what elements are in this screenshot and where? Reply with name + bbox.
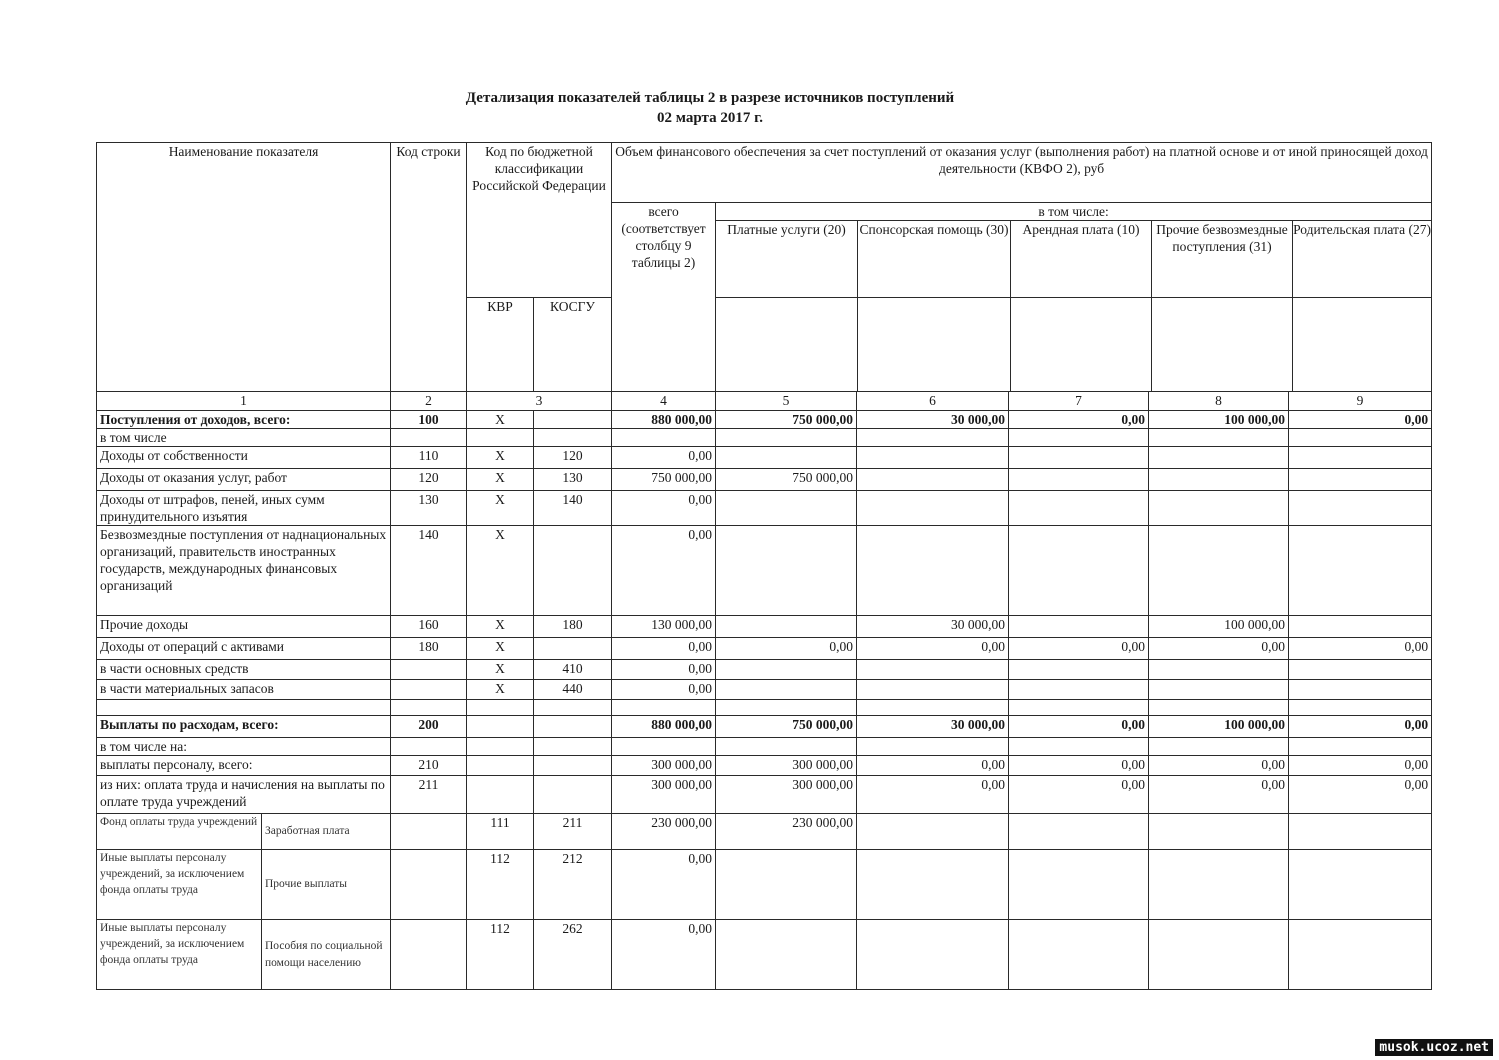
row-c8 (1149, 447, 1289, 469)
row-kvr (467, 716, 534, 738)
row-kvr: X (467, 526, 534, 616)
row-kosgu: 180 (534, 616, 612, 638)
document-date: 02 марта 2017 г. (657, 110, 763, 126)
row-c9 (1289, 660, 1432, 680)
table-row (97, 700, 1432, 716)
row-kvr: X (467, 447, 534, 469)
row-c5 (716, 920, 857, 990)
row-c9 (1289, 680, 1432, 700)
row-c8: 0,00 (1149, 756, 1289, 776)
row-c6: 30 000,00 (857, 411, 1009, 429)
row-c9 (1289, 700, 1432, 716)
row-c6: 0,00 (857, 756, 1009, 776)
row-subname: Заработная плата (262, 814, 391, 850)
row-c7 (1009, 700, 1149, 716)
header-parent: Родительская плата (27) (1293, 222, 1431, 237)
row-c5 (716, 429, 857, 447)
row-kosgu: 140 (534, 491, 612, 526)
colnum: 2 (391, 392, 467, 411)
row-c5: 750 000,00 (716, 716, 857, 738)
header-total: всего (соответствует столбцу 9 таблицы 2) (612, 203, 716, 392)
row-code: 200 (391, 716, 467, 738)
row-c8: 0,00 (1149, 638, 1289, 660)
header-name: Наименование показателя (97, 143, 391, 392)
row-c7 (1009, 920, 1149, 990)
row-c7 (1009, 680, 1149, 700)
row-kosgu: 130 (534, 469, 612, 491)
row-code (391, 700, 467, 716)
table-row (97, 738, 1432, 756)
row-c5: 230 000,00 (716, 814, 857, 850)
row-c6: 30 000,00 (857, 716, 1009, 738)
row-c8 (1149, 469, 1289, 491)
row-c9 (1289, 526, 1432, 616)
column-numbers-row (97, 392, 1432, 411)
row-c6: 0,00 (857, 638, 1009, 660)
header-volume: Объем финансового обеспечения за счет поступлений от оказания услуг (выполнения работ) на платной основе и от иной приносящей доход деятельности (КВФО 2), руб (612, 143, 1432, 203)
row-c7 (1009, 469, 1149, 491)
row-c5: 0,00 (716, 638, 857, 660)
row-kosgu (534, 411, 612, 429)
row-c5 (716, 491, 857, 526)
row-c7: 0,00 (1009, 716, 1149, 738)
row-c8: 100 000,00 (1149, 616, 1289, 638)
row-kvr: X (467, 469, 534, 491)
row-c9 (1289, 616, 1432, 638)
row-name: Иные выплаты персоналу учреждений, за исключением фонда оплаты труда (97, 920, 262, 990)
row-total: 130 000,00 (612, 616, 716, 638)
colnum: 4 (612, 392, 716, 411)
row-kvr (467, 738, 534, 756)
table-row (97, 920, 1432, 990)
row-kvr: X (467, 411, 534, 429)
colnum: 8 (1149, 392, 1289, 411)
row-c8 (1149, 738, 1289, 756)
row-c5 (716, 616, 857, 638)
colnum: 7 (1009, 392, 1149, 411)
row-kvr (467, 700, 534, 716)
table-row (97, 616, 1432, 638)
row-c7 (1009, 738, 1149, 756)
row-c9 (1289, 738, 1432, 756)
row-c6 (857, 920, 1009, 990)
row-total: 0,00 (612, 638, 716, 660)
table-row (97, 411, 1432, 429)
row-subname: Прочие выплаты (262, 850, 391, 920)
row-c8 (1149, 526, 1289, 616)
row-kosgu: 410 (534, 660, 612, 680)
row-name: Фонд оплаты труда учреждений (97, 814, 262, 850)
row-name: выплаты персоналу, всего: (97, 756, 391, 776)
row-c7: 0,00 (1009, 756, 1149, 776)
row-code (391, 850, 467, 920)
table-row (97, 469, 1432, 491)
row-c6: 0,00 (857, 776, 1009, 814)
row-kvr: X (467, 680, 534, 700)
row-name: Поступления от доходов, всего: (97, 411, 391, 429)
row-kosgu (534, 756, 612, 776)
header-incl: в том числе: (716, 203, 1431, 221)
row-c6 (857, 700, 1009, 716)
watermark: musok.ucoz.net (1375, 1039, 1493, 1056)
row-c6 (857, 680, 1009, 700)
table-row (97, 716, 1432, 738)
row-code: 100 (391, 411, 467, 429)
row-code: 140 (391, 526, 467, 616)
row-code (391, 660, 467, 680)
table-row (97, 429, 1432, 447)
table-row (97, 447, 1432, 469)
colnum: 1 (97, 392, 391, 411)
row-c6 (857, 738, 1009, 756)
row-kvr: X (467, 491, 534, 526)
row-kosgu: 262 (534, 920, 612, 990)
row-c9: 0,00 (1289, 638, 1432, 660)
document-title: Детализация показателей таблицы 2 в разрезе источников поступлений (465, 90, 955, 106)
row-kosgu: 211 (534, 814, 612, 850)
row-c8 (1149, 920, 1289, 990)
table-row (97, 776, 1432, 814)
row-code (391, 429, 467, 447)
row-c8 (1149, 700, 1289, 716)
row-c6 (857, 850, 1009, 920)
row-c5 (716, 700, 857, 716)
header-code: Код строки (391, 143, 467, 392)
row-total: 0,00 (612, 447, 716, 469)
colnum: 6 (857, 392, 1009, 411)
row-c6 (857, 526, 1009, 616)
row-kosgu (534, 526, 612, 616)
header-sponsor: Спонсорская помощь (30) (858, 221, 1011, 297)
row-kosgu (534, 638, 612, 660)
row-kosgu (534, 716, 612, 738)
row-c8: 100 000,00 (1149, 411, 1289, 429)
row-kosgu (534, 429, 612, 447)
row-c6 (857, 447, 1009, 469)
row-c9 (1289, 491, 1432, 526)
row-kosgu: 212 (534, 850, 612, 920)
row-kosgu (534, 738, 612, 756)
row-kvr (467, 776, 534, 814)
table-row (97, 638, 1432, 660)
row-kosgu: 120 (534, 447, 612, 469)
row-c5 (716, 526, 857, 616)
row-name: в том числе (97, 429, 391, 447)
row-c8: 0,00 (1149, 776, 1289, 814)
header-kvr: КВР (467, 298, 534, 392)
colnum: 3 (467, 392, 612, 411)
row-name: Иные выплаты персоналу учреждений, за исключением фонда оплаты труда (97, 850, 262, 920)
row-c7 (1009, 491, 1149, 526)
row-total: 0,00 (612, 526, 716, 616)
row-kvr: 111 (467, 814, 534, 850)
row-c8 (1149, 491, 1289, 526)
row-c9 (1289, 850, 1432, 920)
row-name: в том числе на: (97, 738, 391, 756)
row-c9 (1289, 447, 1432, 469)
row-total: 880 000,00 (612, 716, 716, 738)
row-c7 (1009, 429, 1149, 447)
table-row (97, 680, 1432, 700)
row-c8 (1149, 814, 1289, 850)
header-other: Прочие безвозмездные поступления (31) (1152, 221, 1293, 297)
row-c9 (1289, 469, 1432, 491)
row-c6 (857, 429, 1009, 447)
row-code: 180 (391, 638, 467, 660)
row-name: Доходы от штрафов, пеней, иных сумм принудительного изъятия (97, 491, 391, 526)
row-c8: 100 000,00 (1149, 716, 1289, 738)
row-subname: Пособия по социальной помощи населению (262, 920, 391, 990)
table-row (97, 756, 1432, 776)
row-code: 211 (391, 776, 467, 814)
row-total: 880 000,00 (612, 411, 716, 429)
row-total (612, 429, 716, 447)
row-kosgu: 440 (534, 680, 612, 700)
row-name: Доходы от собственности (97, 447, 391, 469)
row-c5 (716, 680, 857, 700)
table-row (97, 660, 1432, 680)
row-code (391, 814, 467, 850)
colnum: 5 (716, 392, 857, 411)
row-name: Безвозмездные поступления от наднациональных организаций, правительств иностранных государств, международных финансовых организаций (97, 526, 391, 616)
row-total (612, 738, 716, 756)
row-code (391, 680, 467, 700)
header-kosgu: КОСГУ (534, 298, 612, 392)
data-table-container (96, 142, 1431, 990)
row-total: 0,00 (612, 850, 716, 920)
row-name: Выплаты по расходам, всего: (97, 716, 391, 738)
row-name: из них: оплата труда и начисления на выплаты по оплате труда учреждений (97, 776, 391, 814)
row-name: Прочие доходы (97, 616, 391, 638)
row-c6 (857, 660, 1009, 680)
row-c7 (1009, 616, 1149, 638)
header-bk: Код по бюджетной классификации Российской Федерации (467, 143, 612, 298)
row-c9: 0,00 (1289, 716, 1432, 738)
header-paid: Платные услуги (20) (716, 221, 858, 297)
row-c5 (716, 447, 857, 469)
row-kvr: X (467, 616, 534, 638)
header-incl-group (716, 203, 1432, 298)
row-c6: 30 000,00 (857, 616, 1009, 638)
row-code: 160 (391, 616, 467, 638)
row-c6 (857, 469, 1009, 491)
row-c7: 0,00 (1009, 638, 1149, 660)
row-code: 130 (391, 491, 467, 526)
row-c7 (1009, 660, 1149, 680)
row-c9 (1289, 814, 1432, 850)
row-c5 (716, 850, 857, 920)
header-rent: Арендная плата (10) (1011, 221, 1152, 297)
row-c6 (857, 814, 1009, 850)
row-c9: 0,00 (1289, 776, 1432, 814)
row-total: 0,00 (612, 660, 716, 680)
header-spacer (716, 298, 1432, 392)
row-c9: 0,00 (1289, 756, 1432, 776)
row-code (391, 738, 467, 756)
row-total: 0,00 (612, 680, 716, 700)
row-c5: 750 000,00 (716, 469, 857, 491)
row-name: в части основных средств (97, 660, 391, 680)
table-row (97, 491, 1432, 526)
row-total: 0,00 (612, 920, 716, 990)
row-c5 (716, 738, 857, 756)
row-total: 230 000,00 (612, 814, 716, 850)
row-kvr: 112 (467, 850, 534, 920)
row-name: в части материальных запасов (97, 680, 391, 700)
row-kosgu (534, 700, 612, 716)
row-name (97, 700, 391, 716)
row-c8 (1149, 429, 1289, 447)
row-total: 750 000,00 (612, 469, 716, 491)
row-kvr: X (467, 638, 534, 660)
row-code: 210 (391, 756, 467, 776)
row-code: 120 (391, 469, 467, 491)
row-kvr: X (467, 660, 534, 680)
table-row (97, 814, 1432, 850)
row-kvr (467, 756, 534, 776)
row-c5: 300 000,00 (716, 756, 857, 776)
row-c7 (1009, 850, 1149, 920)
table-row (97, 850, 1432, 920)
row-c7 (1009, 526, 1149, 616)
row-name: Доходы от операций с активами (97, 638, 391, 660)
row-code: 110 (391, 447, 467, 469)
row-kosgu (534, 776, 612, 814)
row-kvr: 112 (467, 920, 534, 990)
row-c5: 300 000,00 (716, 776, 857, 814)
row-c7: 0,00 (1009, 776, 1149, 814)
row-c7 (1009, 447, 1149, 469)
row-c9 (1289, 429, 1432, 447)
row-total: 300 000,00 (612, 756, 716, 776)
row-c6 (857, 491, 1009, 526)
row-total: 300 000,00 (612, 776, 716, 814)
row-c9 (1289, 920, 1432, 990)
colnum: 9 (1289, 392, 1432, 411)
row-code (391, 920, 467, 990)
row-c5 (716, 660, 857, 680)
table-row (97, 526, 1432, 616)
row-c9: 0,00 (1289, 411, 1432, 429)
row-c8 (1149, 850, 1289, 920)
row-c8 (1149, 680, 1289, 700)
row-c7: 0,00 (1009, 411, 1149, 429)
row-c5: 750 000,00 (716, 411, 857, 429)
data-table (96, 142, 1432, 990)
row-c8 (1149, 660, 1289, 680)
row-name: Доходы от оказания услуг, работ (97, 469, 391, 491)
row-total (612, 700, 716, 716)
row-total: 0,00 (612, 491, 716, 526)
row-kvr (467, 429, 534, 447)
row-c7 (1009, 814, 1149, 850)
